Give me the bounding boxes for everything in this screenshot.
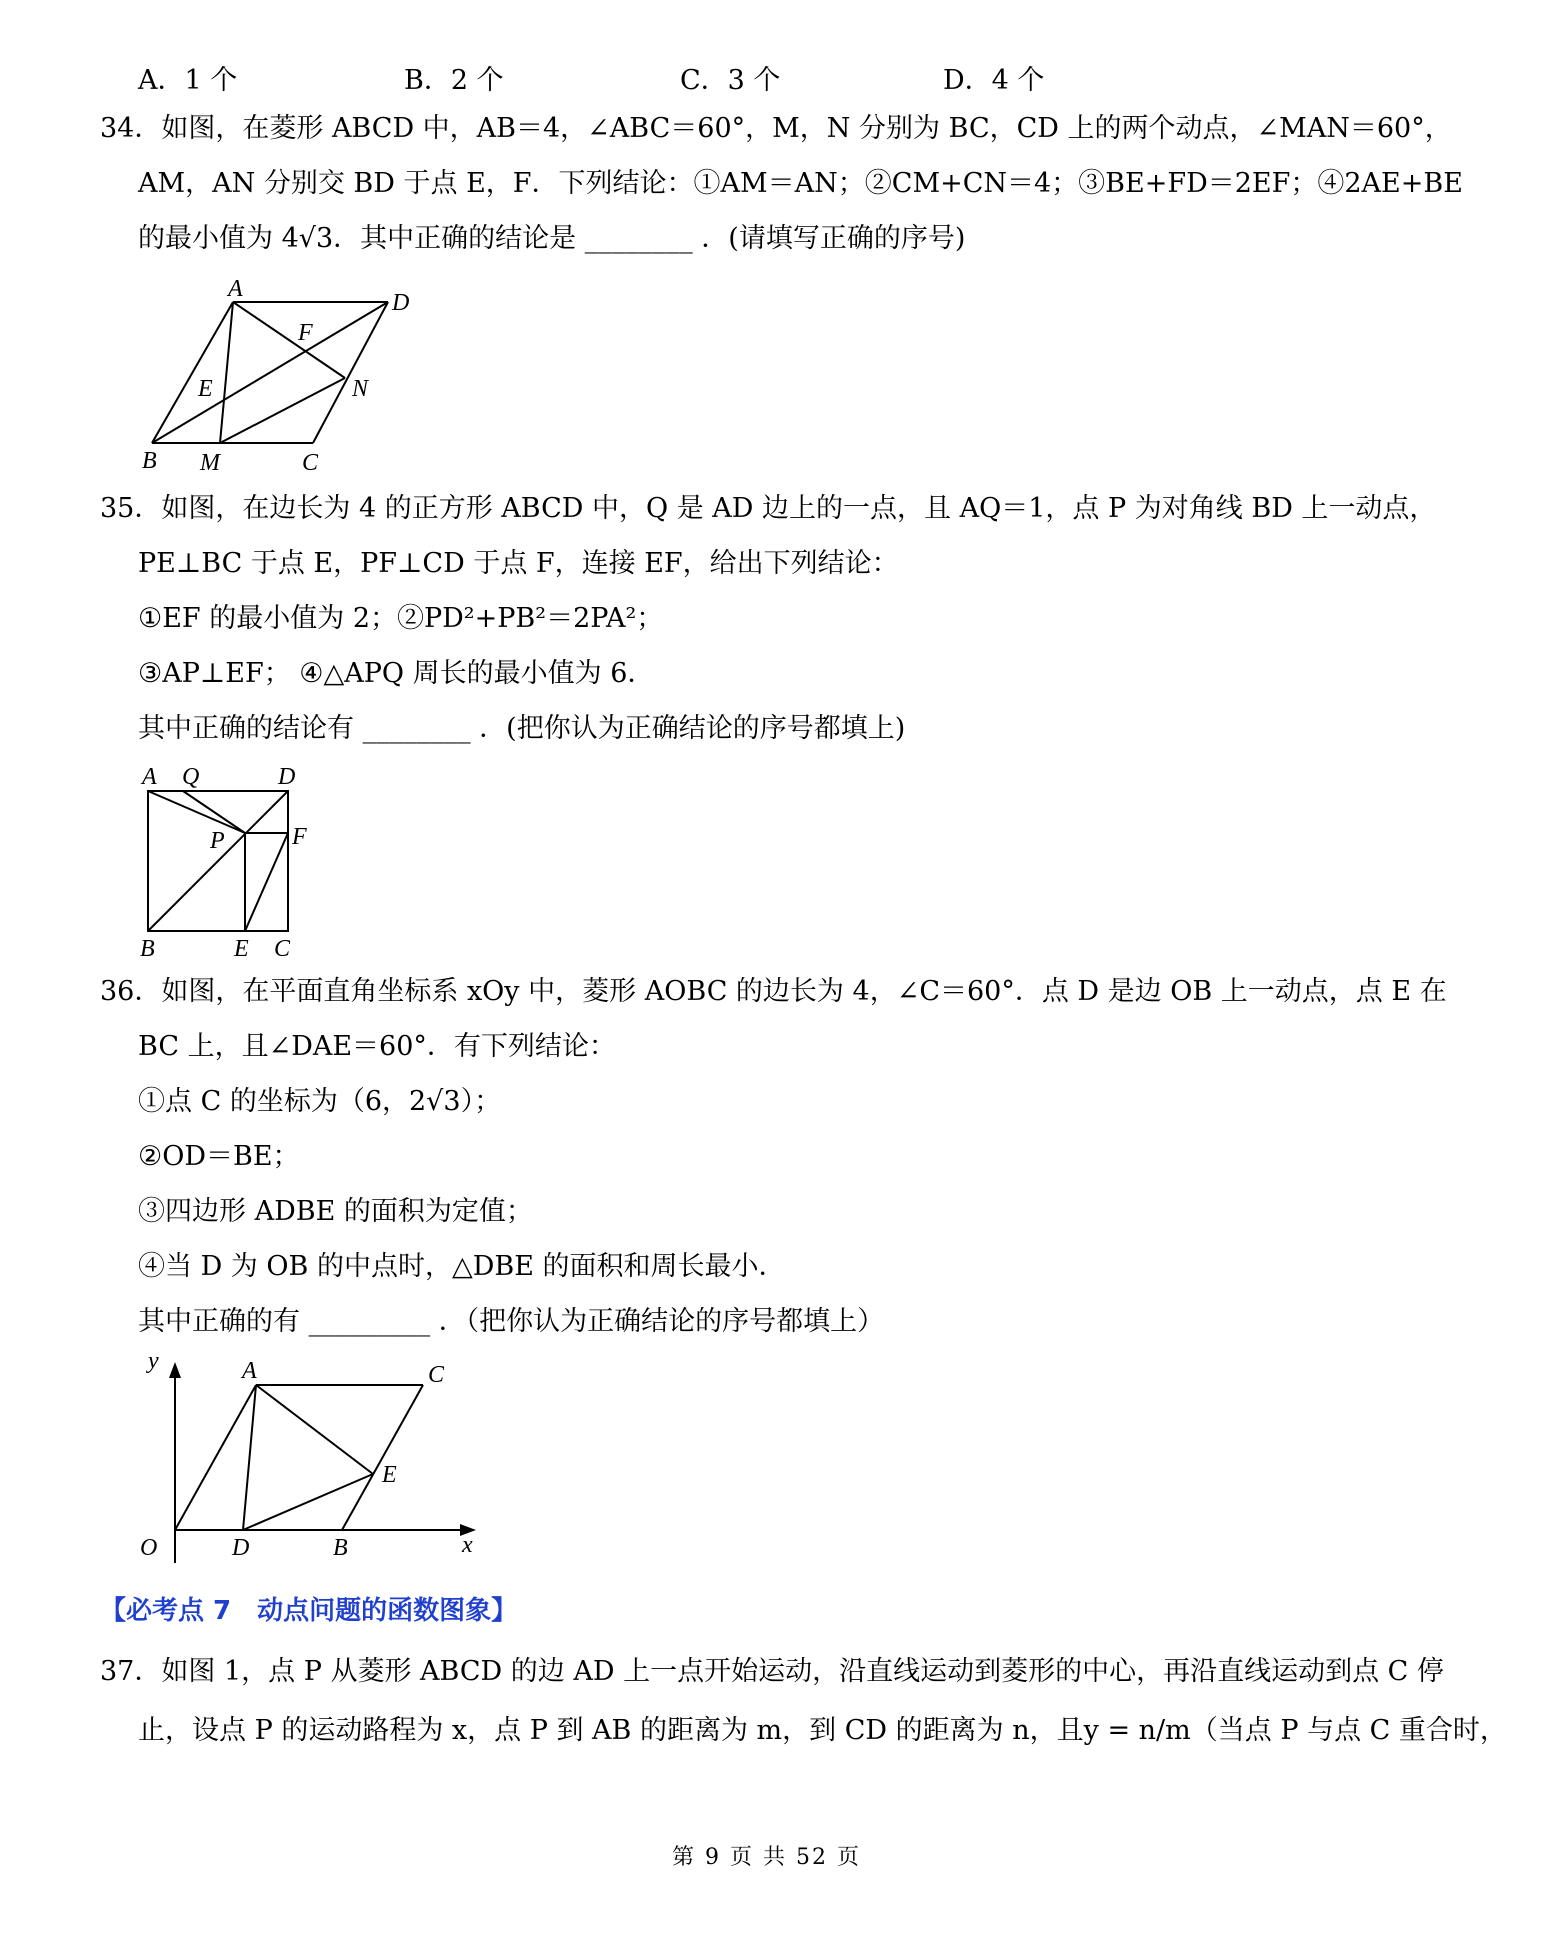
q34-label-b: B	[142, 448, 157, 474]
q36-line-2: BC 上，且∠DAE＝60°．有下列结论：	[138, 1031, 616, 1062]
q37-line-1: 37．如图 1，点 P 从菱形 ABCD 的边 AD 上一点开始运动，沿直线运动到菱形的中心，再沿直线运动到点 C 停	[100, 1656, 1444, 1687]
page-footer: 第 9 页 共 52 页	[672, 1845, 861, 1870]
q34-label-n: N	[352, 376, 369, 402]
q34-line-3: 的最小值为 4√3．其中正确的结论是 ________ ．(请填写正确的序号)	[138, 223, 966, 254]
q34-label-a: A	[228, 276, 243, 302]
q35-line-2: PE⊥BC 于点 E，PF⊥CD 于点 F，连接 EF，给出下列结论：	[138, 548, 899, 579]
q35-label-p: P	[210, 828, 225, 854]
q36-figure	[135, 1345, 490, 1570]
option-d: D．4 个	[943, 65, 1045, 96]
q36-label-x: x	[462, 1532, 473, 1558]
q35-label-c: C	[274, 936, 291, 962]
q34-label-f: F	[298, 320, 313, 346]
q35-label-d: D	[278, 764, 296, 790]
section-title: 【必考点 7 动点问题的函数图象】	[100, 1596, 518, 1626]
q35-figure	[135, 755, 325, 965]
q35-line-4: ③AP⊥EF； ④△APQ 周长的最小值为 6．	[138, 658, 655, 689]
option-c: C．3 个	[680, 65, 781, 96]
q35-label-q: Q	[182, 764, 200, 790]
q35-label-f: F	[292, 824, 307, 850]
q36-line-7: 其中正确的有 _________ ．（把你认为正确结论的序号都填上）	[138, 1306, 885, 1337]
q35-line-5: 其中正确的结论有 ________ ．(把你认为正确结论的序号都填上)	[138, 713, 906, 744]
q36-label-e: E	[382, 1462, 397, 1488]
q35-line-1: 35．如图，在边长为 4 的正方形 ABCD 中，Q 是 AD 边上的一点，且 AQ＝1，点 P 为对角线 BD 上一动点，	[100, 493, 1437, 524]
q35-line-3: ①EF 的最小值为 2；②PD²+PB²＝2PA²；	[138, 603, 664, 634]
q35-label-a: A	[142, 764, 157, 790]
q34-figure	[130, 270, 430, 480]
q34-line-2: AM，AN 分别交 BD 于点 E，F．下列结论：①AM＝AN；②CM+CN＝4；③BE+FD＝2EF；④2AE+BE	[138, 168, 1463, 199]
q34-label-e: E	[198, 376, 213, 402]
q34-label-c: C	[302, 450, 319, 476]
q37-line-2: 止，设点 P 的运动路程为 x，点 P 到 AB 的距离为 m，到 CD 的距离为 n，且y = n/m（当点 P 与点 C 重合时，	[138, 1715, 1507, 1746]
q36-label-c: C	[428, 1362, 445, 1388]
q36-line-6: ④当 D 为 OB 的中点时，△DBE 的面积和周长最小．	[138, 1251, 786, 1282]
q36-label-a: A	[242, 1358, 257, 1384]
q36-line-4: ②OD＝BE；	[138, 1141, 300, 1172]
q36-line-5: ③四边形 ADBE 的面积为定值；	[138, 1196, 533, 1227]
q34-label-d: D	[392, 290, 410, 316]
q36-line-1: 36．如图，在平面直角坐标系 xOy 中，菱形 AOBC 的边长为 4，∠C＝60°．点 D 是边 OB 上一动点，点 E 在	[100, 976, 1447, 1007]
q36-label-o: O	[140, 1535, 158, 1561]
q36-label-b: B	[333, 1535, 348, 1561]
q36-line-3: ①点 C 的坐标为（6，2√3）；	[138, 1086, 502, 1117]
q34-label-m: M	[200, 450, 220, 476]
q35-label-e: E	[234, 936, 249, 962]
y-axis-arrow	[169, 1362, 181, 1378]
option-a: A．1 个	[138, 65, 238, 96]
q35-label-b: B	[140, 936, 155, 962]
q34-line-1: 34．如图，在菱形 ABCD 中，AB＝4，∠ABC＝60°，M，N 分别为 BC，CD 上的两个动点，∠MAN＝60°，	[100, 113, 1452, 144]
option-b: B．2 个	[404, 65, 504, 96]
q36-label-d: D	[232, 1535, 250, 1561]
q36-label-y: y	[148, 1348, 159, 1374]
